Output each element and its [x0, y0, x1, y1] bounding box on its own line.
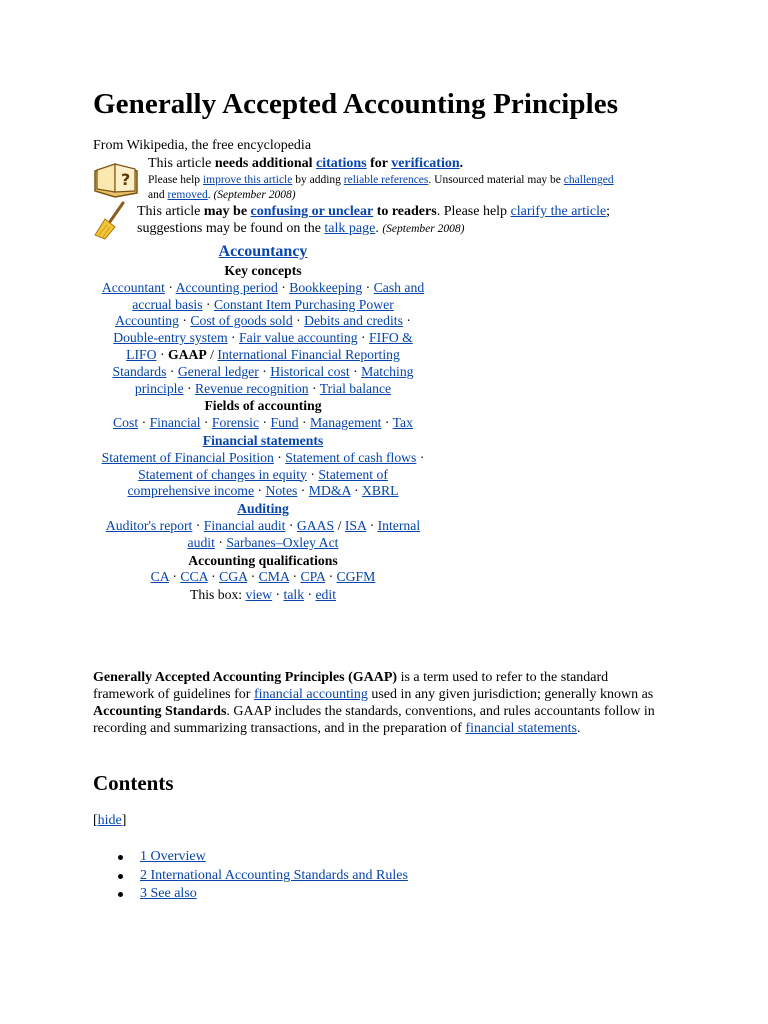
nav-link[interactable]: General ledger: [177, 363, 259, 379]
nav-link[interactable]: Internal audit: [187, 517, 421, 550]
notice-small-text: and: [148, 189, 168, 201]
removed-link[interactable]: removed: [167, 189, 208, 201]
nav-link[interactable]: CCA: [180, 569, 208, 585]
notice-bold-mid: for: [366, 156, 392, 171]
intro-text: used in any given jurisdiction; generally known as: [367, 687, 654, 702]
notice-text: .: [375, 221, 379, 236]
intro-text: is a term used to refer to the standard framework of guidelines for: [93, 670, 609, 702]
notice-small-text: Please help: [148, 174, 203, 186]
nav-link[interactable]: GAAS: [296, 517, 335, 533]
nav-link[interactable]: Statement of comprehensive income: [127, 466, 388, 499]
notice-text: ; suggestions may be found on the: [137, 204, 611, 236]
nav-link[interactable]: Double-entry system: [113, 330, 228, 346]
nav-link[interactable]: CMA: [258, 569, 290, 585]
nav-link[interactable]: Tax: [392, 415, 413, 431]
nav-link[interactable]: Trial balance: [319, 380, 392, 396]
nav-link[interactable]: Statement of changes in equity: [138, 466, 307, 482]
nav-link[interactable]: ISA: [344, 517, 367, 533]
edit-link[interactable]: edit: [315, 587, 336, 603]
toc-link-international-standards[interactable]: 2 International Accounting Standards and Rules: [140, 867, 408, 883]
table-of-contents: [118, 848, 408, 904]
hide-toc-link[interactable]: hide: [97, 813, 122, 828]
svg-text:?: ?: [121, 170, 131, 189]
notice-bold: may be: [203, 204, 248, 219]
bracket-close: ]: [121, 813, 127, 828]
nav-link[interactable]: Accountant: [101, 279, 165, 295]
fields-label: Fields of accounting: [204, 398, 322, 414]
nav-link[interactable]: Accounting period: [175, 279, 278, 295]
confusing-unclear-link[interactable]: confusing or unclear: [250, 204, 374, 219]
toc-toggle: [93, 813, 126, 829]
key-concepts-list: Accountant · Accounting period · Bookkeeping · Cash and accrual basis · Constant Item Purchasing Power Accounting · Cost of goods sold · Debits and credits · Double-entry system · Fair value accounting · FIFO & LIFO · GAAP / International Financial Reporting Standards · General ledger · Historical cost · Matching principle · Revenue recognition · Trial balance: [101, 279, 425, 396]
statements-list: Statement of Financial Position · Statement of cash flows · Statement of changes in equity · Statement of comprehensive income · Notes · MD&A · XBRL: [101, 449, 425, 499]
notice-text: . Please help: [436, 204, 511, 219]
financial-accounting-link[interactable]: financial accounting: [253, 687, 368, 702]
nav-link[interactable]: Financial: [149, 415, 201, 431]
nav-link[interactable]: CGA: [219, 569, 248, 585]
notice-text: This article: [148, 156, 215, 171]
tagline: From Wikipedia, the free encyclopedia: [93, 138, 312, 153]
nav-link[interactable]: Notes: [265, 483, 298, 499]
nav-link[interactable]: Management: [310, 415, 382, 431]
contents-heading: Contents: [93, 771, 174, 795]
notice-bold-end: .: [459, 156, 464, 171]
clarify-article-link[interactable]: clarify the article: [510, 204, 607, 219]
intro-text: .: [577, 721, 581, 736]
toc-item: [118, 885, 408, 904]
accountancy-navbox: [100, 242, 426, 604]
nav-link[interactable]: CA: [150, 569, 169, 585]
book-question-icon: [93, 159, 141, 199]
toc-link-see-also[interactable]: 3 See also: [140, 886, 197, 901]
notice-date: (September 2008): [213, 189, 296, 201]
intro-text: . GAAP includes the standards, conventions, and rules accountants follow in recording and summarizing transactions, and in the preparation of: [93, 704, 655, 736]
citations-link[interactable]: citations: [316, 156, 367, 171]
notice-bold: needs additional: [214, 156, 313, 171]
nav-link[interactable]: Sarbanes–Oxley Act: [226, 534, 339, 550]
qualifications-label: Accounting qualifications: [188, 552, 338, 568]
auditing-heading-link[interactable]: Auditing: [237, 501, 289, 517]
financial-statements-link[interactable]: financial statements: [465, 721, 578, 736]
broom-icon: [93, 201, 129, 241]
notice-small-text: by adding: [292, 174, 344, 186]
nav-link[interactable]: Cash and accrual basis: [132, 279, 425, 312]
nav-link[interactable]: Statement of Financial Position: [101, 449, 274, 465]
nav-link[interactable]: Cost: [113, 415, 139, 431]
toc-item: [118, 848, 408, 867]
talk-page-link[interactable]: talk page: [324, 221, 376, 236]
nav-link[interactable]: Cost of goods sold: [190, 313, 293, 329]
nav-link[interactable]: International Financial Reporting Standards: [112, 346, 400, 379]
intro-paragraph: [93, 669, 665, 737]
talk-link[interactable]: talk: [283, 587, 305, 603]
financial-statements-heading-link[interactable]: Financial statements: [202, 432, 324, 448]
nav-link[interactable]: Matching principle: [134, 363, 414, 396]
toc-link-overview[interactable]: 1 Overview: [140, 849, 206, 864]
nav-link[interactable]: CGFM: [336, 569, 376, 585]
nav-link[interactable]: CPA: [300, 569, 326, 585]
nav-link[interactable]: MD&A: [308, 483, 351, 499]
nav-link[interactable]: Fair value accounting: [239, 330, 358, 346]
nav-link[interactable]: Financial audit: [203, 517, 286, 533]
bracket-open: [: [93, 813, 98, 828]
nav-link[interactable]: Revenue recognition: [194, 380, 309, 396]
intro-bold-term: Accounting Standards: [93, 704, 227, 719]
challenged-link[interactable]: challenged: [563, 174, 614, 186]
toc-item: [118, 867, 408, 886]
notice-date: (September 2008): [382, 223, 465, 235]
nav-link[interactable]: FIFO & LIFO: [126, 330, 413, 362]
fields-list: Cost · Financial · Forensic · Fund · Management · Tax: [113, 415, 413, 431]
page-title: Generally Accepted Accounting Principles: [93, 88, 619, 120]
nav-link[interactable]: XBRL: [362, 483, 399, 499]
notice-text: This article: [137, 204, 204, 219]
nav-link[interactable]: Forensic: [211, 415, 260, 431]
improve-article-link[interactable]: improve this article: [202, 174, 293, 186]
notice-bold: to readers: [376, 204, 437, 219]
auditing-list: Auditor's report · Financial audit · GAAS / ISA · Internal audit · Sarbanes–Oxley Act: [105, 517, 421, 550]
intro-bold-term: Generally Accepted Accounting Principles (GAAP): [93, 670, 398, 685]
nav-link[interactable]: Constant Item Purchasing Power Accounting: [115, 296, 394, 329]
key-concepts-label: Key concepts: [224, 263, 302, 278]
verification-link[interactable]: verification: [391, 156, 460, 171]
nav-link[interactable]: Auditor's report: [105, 517, 193, 533]
navbox-footer: This box: view · talk · edit: [190, 587, 336, 603]
notice-small-text: .: [207, 189, 211, 201]
view-link[interactable]: view: [245, 587, 273, 603]
nav-link[interactable]: Fund: [270, 415, 299, 431]
nav-link[interactable]: Historical cost: [270, 363, 350, 379]
reliable-references-link[interactable]: reliable references: [343, 174, 429, 186]
notice-small-text: . Unsourced material may be: [428, 174, 564, 186]
nav-link[interactable]: Bookkeeping: [289, 279, 363, 295]
qualifications-list: CA · CCA · CGA · CMA · CPA · CGFM: [150, 569, 376, 585]
nav-link[interactable]: Statement of cash flows: [285, 449, 417, 465]
nav-link[interactable]: Debits and credits: [304, 313, 403, 329]
gaap-current: GAAP: [167, 346, 207, 362]
accountancy-heading-link[interactable]: Accountancy: [218, 243, 308, 260]
this-box-label: This box:: [190, 587, 243, 603]
